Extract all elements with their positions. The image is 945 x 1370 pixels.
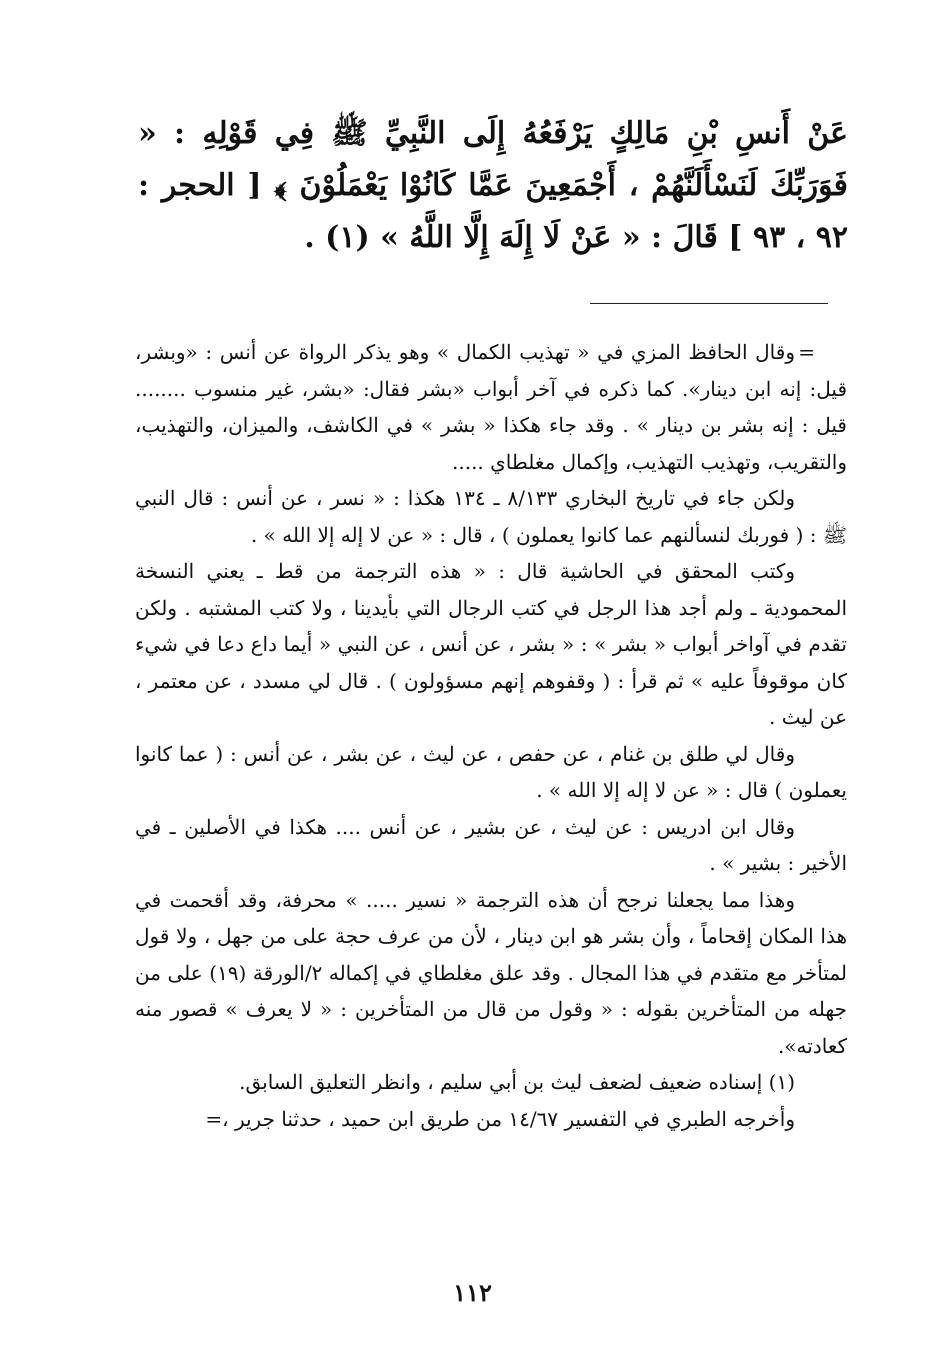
continuation-mark: = — [798, 340, 815, 364]
footnote-paragraph: ولكن جاء في تاريخ البخاري ٨/١٣٣ ـ ١٣٤ هكذا : « نسر ، عن أنس : قال النبي ﷺ : ( فوربك لنسألنهم عما كانوا يعملون ) ، قال : « عن لا إله إلا الله » . — [135, 486, 847, 547]
footnote-paragraph: وقال ابن ادريس : عن ليث ، عن بشير ، عن أنس .... هكذا في الأصلين ـ في الأخير : بشير » . — [135, 814, 847, 875]
hadith-text: عَنْ أَنسِ بْنِ مَالِكٍ يَرْفَعُهُ إِلَى النَّبِيِّ ﷺ فِي قَوْلِهِ : « فَوَرَبِّكَ لَنَسْأَلَنَّهُمْ ، أَجْمَعِينَ عَمَّا كَانُوْا يَعْمَلُوْنَ ﴾ [ الحجر : ٩٢ ، ٩٣ ] قَالَ : « عَنْ لَا إِلَهَ إِلَّا اللَّهُ » (١) . — [138, 116, 848, 255]
footnotes — [135, 334, 847, 1137]
footnote-paragraph: وكتب المحقق في الحاشية قال : « هذه الترجمة من قط ـ يعني النسخة المحمودية ـ ولم أجد هذا الرجل في كتب الرجال التي بأيدينا ، ولا كتب المشتبه . ولكن تقدم في آواخر أبواب « بشر » : « بشر ، عن أنس ، عن النبي « أيما داع دعا في شيء كان موقوفاً عليه » ثم قرأ : ( وقفوهم إنهم مسؤولون ) . قال لي مسدد ، عن معتمر ، عن ليث . — [135, 559, 847, 729]
footnote-paragraph: وأخرجه الطبري في التفسير ١٤/٦٧ من طريق ابن حميد ، حدثنا جرير ،= — [205, 1106, 795, 1131]
footnote-paragraph: = وقال الحافظ المزي في « تهذيب الكمال » وهو يذكر الرواة عن أنس : «وبشر، قيل: إنه ابن دينار». كما ذكره في آخر أبواب «بشر فقال: «بشر، غير منسوب ........ قيل : إنه بشر بن دينار » . وقد جاء هكذا « بشر » في الكاشف، والميزان، والتهذيب، والتقريب، وتهذيب التهذيب، وإكمال مغلطاي ..... — [135, 334, 847, 480]
footnote-paragraph: وهذا مما يجعلنا نرجح أن هذه الترجمة « نسير ..... » محرفة، وقد أقحمت في هذا المكان إقحاماً ، وأن بشر هو ابن دينار ، لأن من عرف حجة على من جهل ، ولا قول لمتأخر مع متقدم في هذا المجال . وقد علق مغلطاي في إكماله ٢/الورقة (١٩) على من جهله من المتأخرين بقوله : « وقول من قال من المتأخرين : « لا يعرف » قصور منه كعادته». — [135, 887, 847, 1058]
footnote-divider — [590, 303, 828, 304]
footnote-paragraph: وقال لي طلق بن غنام ، عن حفص ، عن ليث ، عن بشر ، عن أنس : ( عما كانوا يعملون ) قال : « عن لا إله إلا الله » . — [135, 741, 847, 802]
footnote-paragraph: (١) إسناده ضعيف لضعف ليث بن أبي سليم ، وانظر التعليق السابق. — [239, 1070, 795, 1094]
end-continuation-mark: = — [205, 1106, 223, 1131]
page-number: ١١٢ — [453, 1278, 492, 1307]
